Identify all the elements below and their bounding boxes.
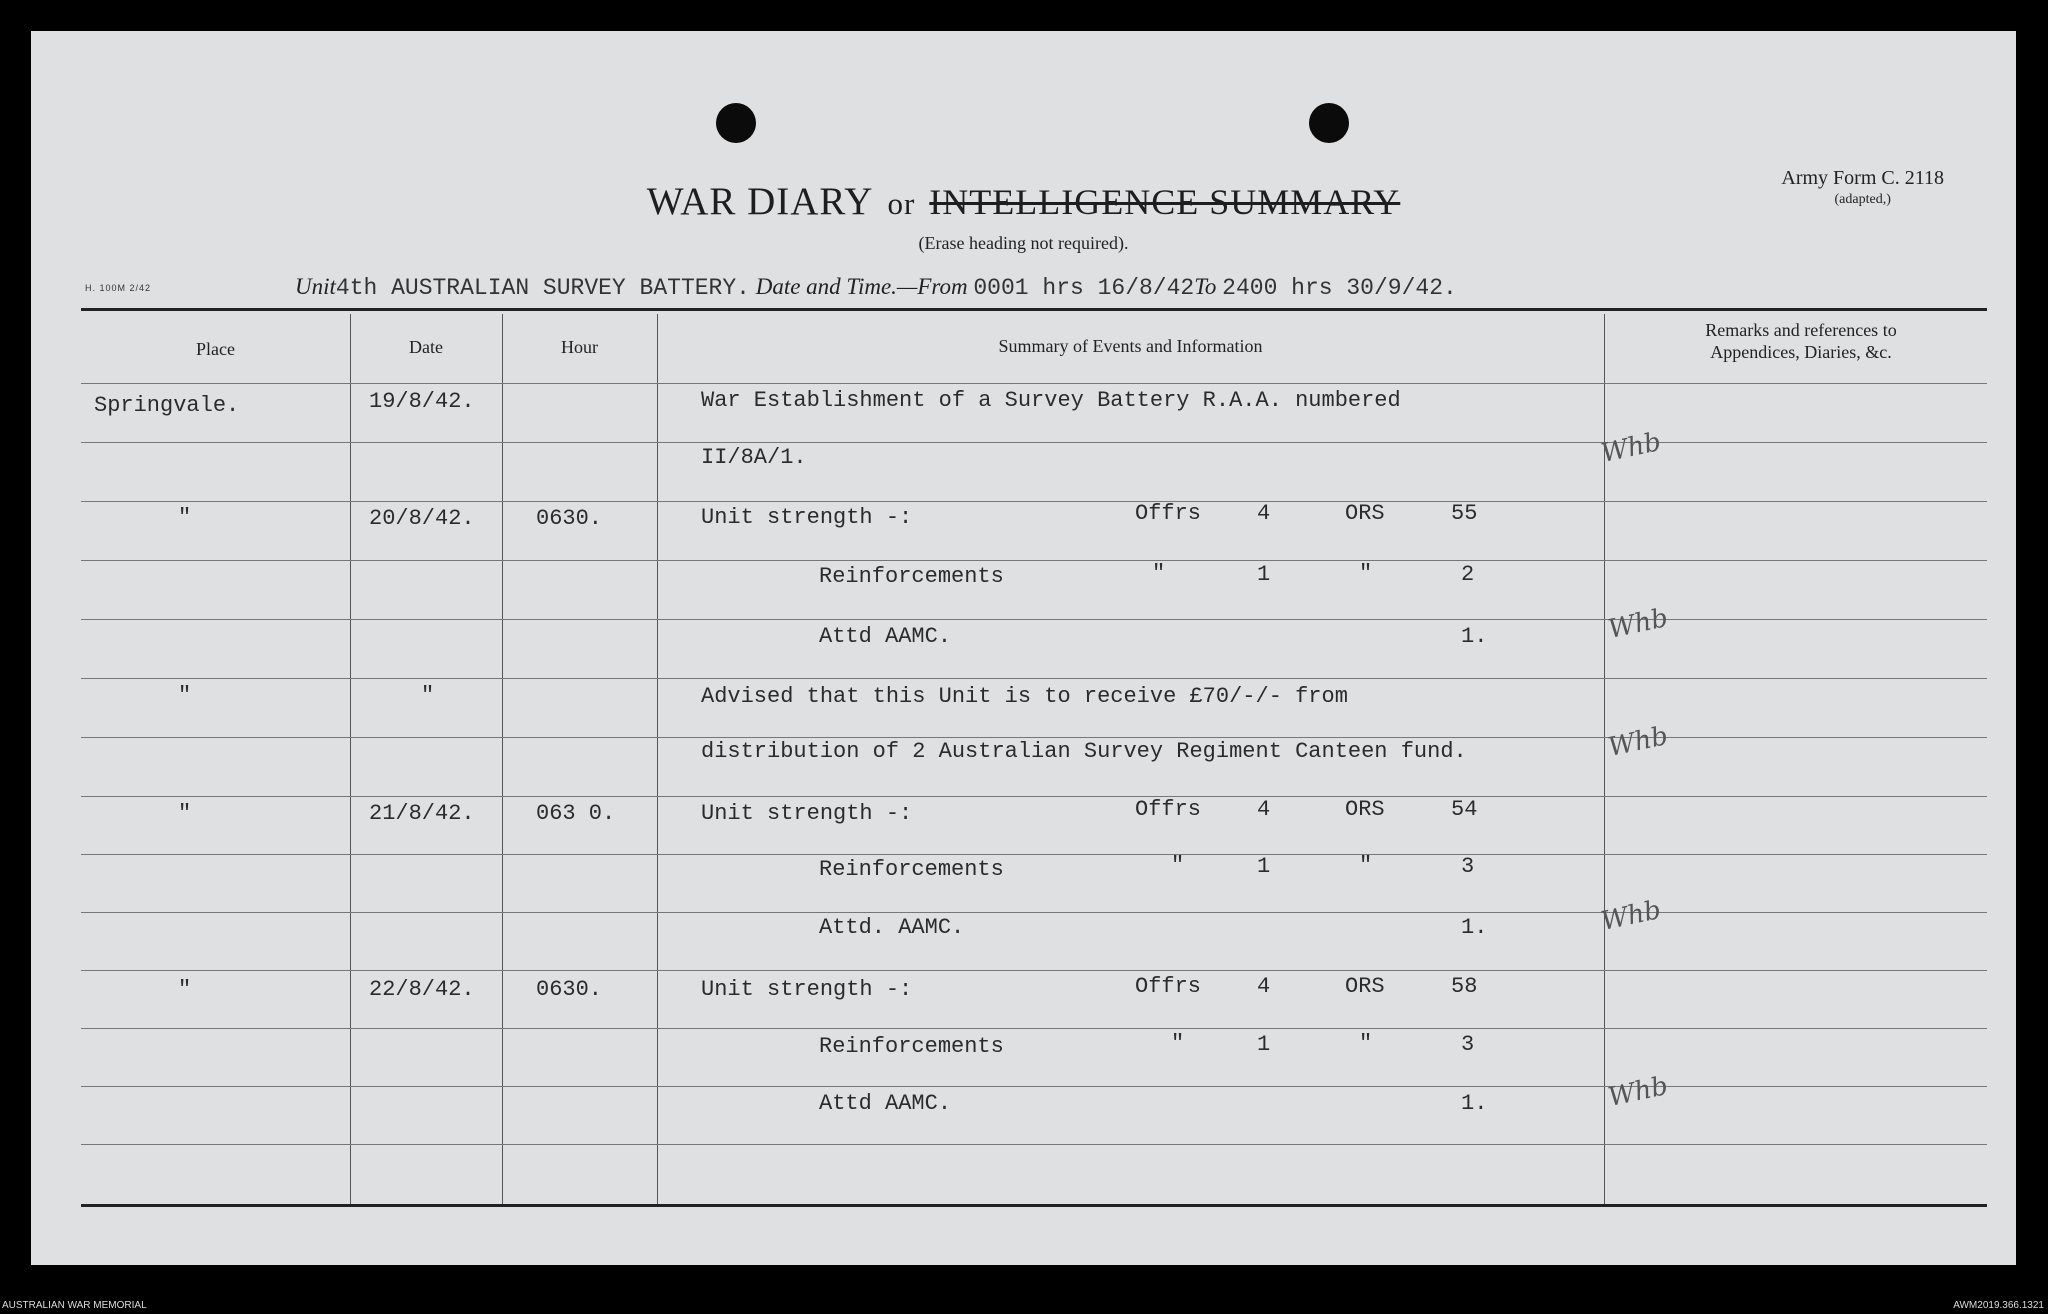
entry-5-r2-ditto: " [1171, 1031, 1185, 1056]
form-title [31, 179, 2016, 224]
row-rule [81, 1028, 1987, 1029]
entry-3-initials: Whb [1605, 721, 1671, 763]
entry-2-r1-ors-label: ORS [1345, 501, 1385, 526]
row-rule [81, 442, 1987, 443]
entry-5-r1-offrs-label: Offrs [1135, 974, 1202, 999]
punch-hole-right [1309, 103, 1349, 143]
table-top-rule [81, 308, 1987, 311]
col-header-place: Place [196, 339, 235, 359]
entry-2-r1-offrs-label: Offrs [1135, 501, 1202, 526]
row-rule [81, 1086, 1987, 1087]
entry-5-r3-label: Attd AAMC. [819, 1091, 952, 1116]
col-divider-3 [657, 314, 658, 1204]
entry-4-r3-label: Attd. AAMC. [819, 915, 965, 940]
entry-5-r1-ors: 58 [1451, 974, 1478, 999]
title-war-diary: WAR DIARY [646, 180, 874, 223]
entry-4-date: 21/8/42. [369, 801, 475, 826]
entry-3-line-1: Advised that this Unit is to receive £70/-/- from [701, 684, 1348, 709]
entry-2-hour: 0630. [536, 506, 603, 531]
entry-5-r3-ors: 1. [1461, 1091, 1488, 1116]
entry-4-r2-ors: 3 [1461, 854, 1475, 879]
row-rule [81, 970, 1987, 971]
entry-1-line-2: II/8A/1. [701, 445, 807, 470]
entry-2-r3-label: Attd AAMC. [819, 624, 952, 649]
entry-4-r1-label: Unit strength -: [701, 801, 913, 826]
entry-4-r1-offrs-label: Offrs [1135, 797, 1202, 822]
entry-1-initials: Whb [1598, 427, 1664, 469]
row-rule [81, 678, 1987, 679]
title-or: or [887, 186, 916, 221]
unit-label: Unit [295, 274, 336, 299]
header-bottom-rule [81, 383, 1987, 384]
form-subtitle: (Erase heading not required). [918, 233, 1129, 253]
datetime-label: Date and Time.—From [755, 274, 968, 299]
entry-4-r2-ditto: " [1359, 853, 1373, 878]
col-divider-1 [350, 314, 351, 1204]
entry-4-r1-ors-label: ORS [1345, 797, 1385, 822]
army-form-number: Army Form C. 2118 [1781, 167, 1944, 189]
entry-4-place: " [178, 801, 192, 826]
col-divider-2 [502, 314, 503, 1204]
entry-5-date: 22/8/42. [369, 977, 475, 1002]
col-header-summary: Summary of Events and Information [998, 336, 1263, 356]
entry-3-date: " [421, 683, 435, 708]
unit-line [295, 274, 1457, 301]
entry-4-r2-ditto: " [1171, 853, 1185, 878]
entry-1-place: Springvale. [94, 393, 240, 418]
entry-4-initials: Whb [1598, 895, 1664, 937]
footer-accession: AWM2019.366.1321 [1953, 1300, 2044, 1311]
entry-5-r2-ditto: " [1359, 1031, 1373, 1056]
entry-2-r2-ditto: " [1152, 561, 1166, 586]
unit-value: 4th AUSTRALIAN SURVEY BATTERY. [335, 275, 750, 301]
entry-5-place: " [178, 977, 192, 1002]
punch-hole-left [716, 103, 756, 143]
row-rule [81, 912, 1987, 913]
row-rule [81, 501, 1987, 502]
entry-2-initials: Whb [1605, 603, 1671, 645]
print-code: H. 100M 2/42 [85, 283, 152, 293]
entry-5-r2-label: Reinforcements [819, 1034, 1004, 1059]
entry-2-r3-ors: 1. [1461, 624, 1488, 649]
entry-4-r1-offrs: 4 [1257, 797, 1271, 822]
row-rule [81, 737, 1987, 738]
footer-credit: AUSTRALIAN WAR MEMORIAL [2, 1300, 147, 1311]
entry-2-r2-ditto: " [1359, 561, 1373, 586]
entry-5-r1-ors-label: ORS [1345, 974, 1385, 999]
title-struck: INTELLIGENCE SUMMARY [929, 182, 1401, 222]
entry-2-r2-ors: 2 [1461, 562, 1475, 587]
entry-3-line-2: distribution of 2 Australian Survey Regiment Canteen fund. [701, 739, 1467, 764]
entry-4-r3-ors: 1. [1461, 915, 1488, 940]
entry-5-r1-offrs: 4 [1257, 974, 1271, 999]
document-sheet [31, 31, 2016, 1265]
col-header-date: Date [409, 337, 443, 357]
army-form-label [1781, 167, 1944, 208]
row-rule [81, 619, 1987, 620]
entry-2-place: " [178, 505, 192, 530]
entry-2-date: 20/8/42. [369, 506, 475, 531]
col-header-hour: Hour [561, 337, 598, 357]
table-bottom-rule [81, 1204, 1987, 1207]
entry-4-hour: 063 0. [536, 801, 616, 826]
entry-1-date: 19/8/42. [369, 389, 475, 414]
entry-2-r2-offrs: 1 [1257, 562, 1271, 587]
entry-5-r1-label: Unit strength -: [701, 977, 913, 1002]
row-rule [81, 560, 1987, 561]
entry-5-initials: Whb [1605, 1071, 1671, 1113]
entry-5-r2-offrs: 1 [1257, 1032, 1271, 1057]
entry-2-r1-offrs: 4 [1257, 501, 1271, 526]
entry-4-r2-offrs: 1 [1257, 854, 1271, 879]
col-header-remarks: Remarks and references to Appendices, Diaries, &c. [1705, 320, 1897, 362]
entry-2-r2-label: Reinforcements [819, 564, 1004, 589]
from-value: 0001 hrs 16/8/42 [973, 275, 1195, 301]
entry-3-place: " [178, 683, 192, 708]
entry-4-r1-ors: 54 [1451, 797, 1478, 822]
row-rule [81, 1144, 1987, 1145]
entry-1-line-1: War Establishment of a Survey Battery R.A.A. numbered [701, 388, 1401, 413]
to-label: To [1194, 274, 1217, 299]
entry-2-r1-ors: 55 [1451, 501, 1478, 526]
army-form-adapted: (adapted,) [1834, 192, 1891, 207]
entry-5-r2-ors: 3 [1461, 1032, 1475, 1057]
entry-2-r1-label: Unit strength -: [701, 505, 913, 530]
entry-5-hour: 0630. [536, 977, 603, 1002]
entry-4-r2-label: Reinforcements [819, 857, 1004, 882]
row-rule [81, 796, 1987, 797]
to-value: 2400 hrs 30/9/42. [1222, 275, 1457, 301]
row-rule [81, 854, 1987, 855]
